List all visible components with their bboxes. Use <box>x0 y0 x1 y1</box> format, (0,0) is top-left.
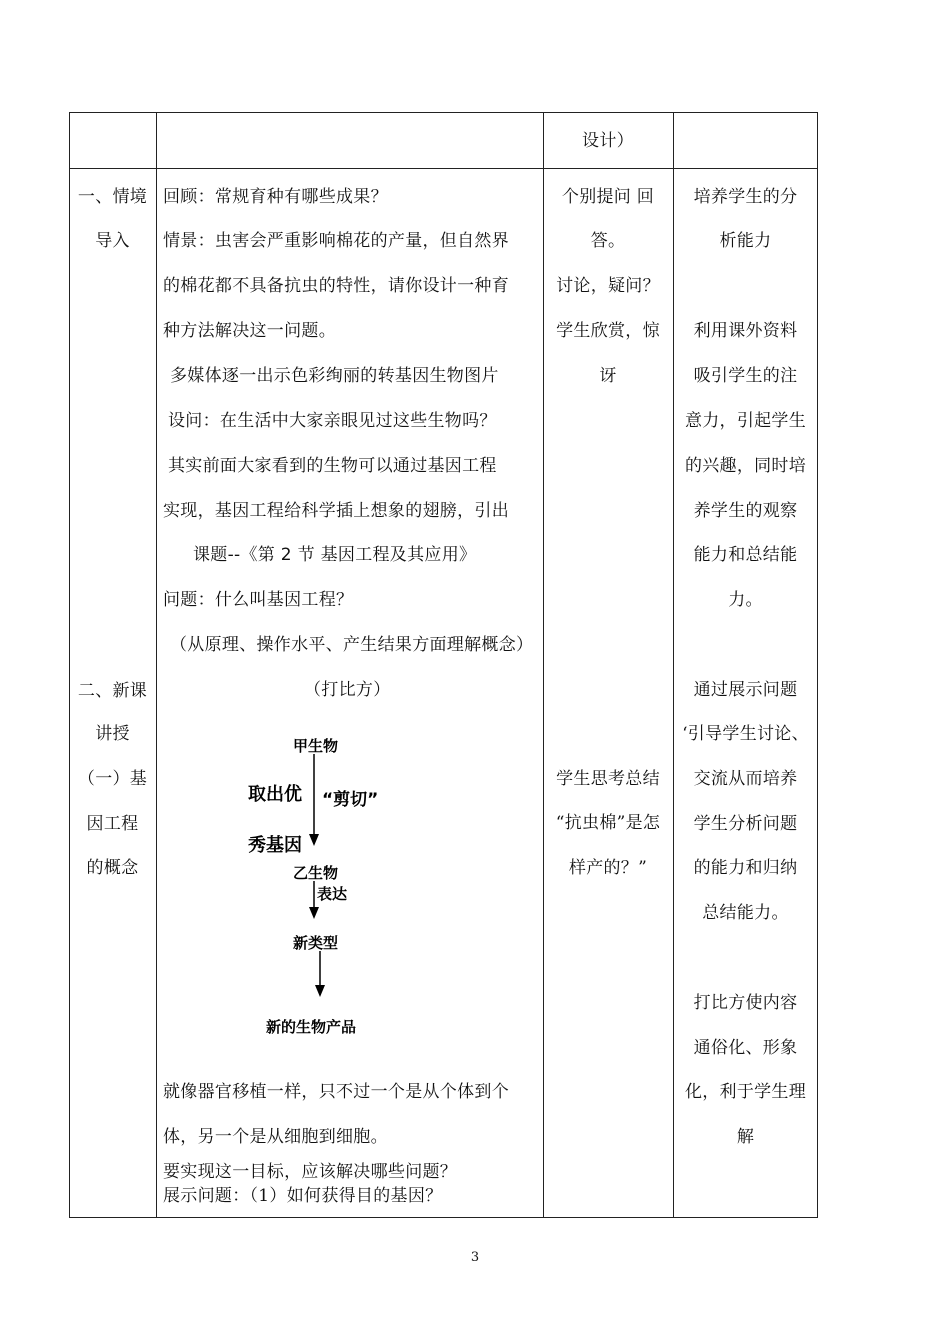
content-line: 其实前面大家看到的生物可以通过基因工程 <box>168 456 497 476</box>
stage-2-line-2: 讲授 <box>95 724 130 744</box>
diagram-take-out-1: 取出优 <box>248 784 302 805</box>
diagram-new-product: 新的生物产品 <box>266 1018 357 1036</box>
intent-line: 析能力 <box>719 231 772 251</box>
content-line: 多媒体逐一出示色彩绚丽的转基因生物图片 <box>170 366 499 386</box>
content-line: 情景：虫害会严重影响棉花的产量，但自然界 <box>163 231 509 251</box>
activity-line: 个别提问 回 <box>561 187 655 207</box>
intent-line: 总结能力。 <box>702 903 789 923</box>
activity-line: “抗虫棉”是怎 <box>555 813 661 833</box>
intent-line: 能力和总结能 <box>693 545 798 565</box>
content-line: 种方法解决这一问题。 <box>163 321 336 341</box>
column-divider-1 <box>156 112 157 1218</box>
diagram-take-out-2: 秀基因 <box>248 835 302 856</box>
header-row-divider <box>69 168 818 169</box>
intent-line: 力。 <box>728 590 763 610</box>
stage-2-line-1: 二、新课 <box>77 681 148 701</box>
content-line: （从原理、操作水平、产生结果方面理解概念） <box>170 635 534 655</box>
substage-line-1: （一）基 <box>77 769 148 789</box>
intent-line: 通俗化、形象 <box>693 1038 798 1058</box>
intent-line: 利用课外资料 <box>693 321 798 341</box>
intent-line: 交流从而培养 <box>693 769 798 789</box>
stage-1-line-2: 导入 <box>95 231 130 251</box>
diagram-organism-b: 乙生物 <box>293 864 339 882</box>
header-method-tail: 设计） <box>582 131 634 151</box>
content-line: （打比方） <box>304 680 391 700</box>
activity-line: 样产的？” <box>568 858 648 878</box>
content-line: 问题：什么叫基因工程？ <box>163 590 354 610</box>
intent-line: 的能力和归纳 <box>693 858 798 878</box>
content-line: 的棉花都不具备抗虫的特性，请你设计一种育 <box>163 276 509 296</box>
content-line: 要实现这一目标，应该解决哪些问题？ <box>163 1162 458 1182</box>
lesson-topic-line: 课题--《第 2 节 基因工程及其应用》 <box>193 545 477 565</box>
intent-line: 通过展示问题 <box>693 680 798 700</box>
activity-line: 学生欣赏，惊 <box>556 321 660 341</box>
intent-line: 培养学生的分 <box>693 187 798 207</box>
content-line: 回顾：常规育种有哪些成果？ <box>163 187 388 207</box>
activity-line: 答。 <box>590 231 626 251</box>
intent-line: 学生分析问题 <box>693 814 798 834</box>
activity-line: 学生思考总结 <box>556 769 660 789</box>
content-line: 体，另一个是从细胞到细胞。 <box>163 1127 388 1147</box>
intent-line: 养学生的观察 <box>693 501 798 521</box>
intent-line: ‘引导学生讨论、 <box>682 724 809 744</box>
activity-line: 讶 <box>599 366 617 386</box>
page-number: 3 <box>470 1250 480 1265</box>
diagram-express-label: 表达 <box>317 885 348 903</box>
substage-line-3: 的概念 <box>86 858 139 878</box>
intent-line: 打比方使内容 <box>693 993 798 1013</box>
diagram-new-type: 新类型 <box>293 934 339 952</box>
content-line: 设问：在生活中大家亲眼见过这些生物吗？ <box>168 411 497 431</box>
diagram-organism-a: 甲生物 <box>293 737 339 755</box>
content-line: 就像器官移植一样，只不过一个是从个体到个 <box>163 1082 509 1102</box>
stage-1-line-1: 一、情境 <box>77 187 148 207</box>
intent-line: 吸引学生的注 <box>693 366 798 386</box>
content-line: 展示问题：（1）如何获得目的基因？ <box>163 1186 443 1206</box>
intent-line: 解 <box>736 1127 755 1147</box>
intent-line: 的兴趣，同时培 <box>684 456 807 476</box>
activity-line: 讨论，疑问？ <box>556 276 660 296</box>
intent-line: 化，利于学生理 <box>684 1082 807 1102</box>
diagram-cut-label: “剪切” <box>322 790 379 810</box>
content-line: 实现，基因工程给科学插上想象的翅膀，引出 <box>163 501 509 521</box>
intent-line: 意力，引起学生 <box>684 411 807 431</box>
substage-line-2: 因工程 <box>86 814 139 834</box>
